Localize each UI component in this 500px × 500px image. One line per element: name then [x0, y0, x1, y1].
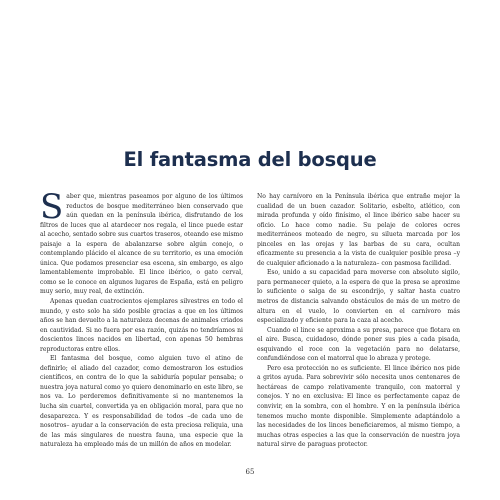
page-number: 65 — [245, 468, 255, 476]
paragraph: El fantasma del bosque, como alguien tuvo el atino de definirlo; el aliado del cazador, como demostraron los estudios científicos, en contra de lo que la sabiduría popular pensaba; o nuestra joya natural como yo quiero denominarlo en este libro, se nos va. Lo perderemos definitivamente si no mantenemos la lucha sin cuartel, convertida ya en obligación moral, para que no desaparezca. Y es responsabilidad de todos –de cada uno de nosotros– ayudar a la conservación de esta preciosa reliquia, una de las más singulares de nuestra fauna, una especie que la naturaleza ha empleado más de un millón de años en modelar. — [40, 355, 243, 449]
paragraph: Apenas quedan cuatrocientos ejemplares silvestres en todo el mundo, y esto solo ha sido posible gracias a que en los últimos años se han devuelto a la naturaleza decenas de animales criados en cautividad. Si no fuera por esa razón, quizás no tendríamos ni doscientos linces nacidos en libertad, con apenas 50 hembras reproductoras entre ellos. — [40, 298, 243, 353]
paragraph-text: aber que, mientras paseamos por alguno de los últimos reductos de bosque mediterráneo bien conservado que aún quedan en la península ibérica, disfrutando de los filtros de luces que al atardecer nos regala, el lince puede estar al acecho, sentado sobre sus cuartos traseros, oteando ese mismo paisaje a la espera de abalanzarse sobre algún conejo, o contemplando plácido el alcance de su territorio, es una emoción única. Que podamos presenciar esa escena, sin embargo, es algo lamentablemente improbable. El lince ibérico, o gato cerval, como se le conoce en algunos lugares de España, está en peligro muy serio, muy real, de extinción. — [40, 193, 243, 296]
paragraph: No hay carnívoro en la Península ibérica que entrañe mejor la cualidad de un buen cazador. Solitario, esbelto, atlético, con mirada profunda y oído finísimo, el lince ibérico sabe hacer su oficio. Lo hace como nadie. Su pelaje de colores ocres mediterráneos moteado de negro, su silueta marcada por los pinceles en las orejas y las barbas de su cara, ocultan eficazmente su presencia a la vista de cualquier posible presa –y de cualquier aficionado a la naturaleza– con pasmosa facilidad. — [257, 193, 460, 267]
paragraph: Pero esa protección no es suficiente. El lince ibérico nos pide a gritos ayuda. Para sobrevivir sólo necesita unos centenares de hectáreas de campo relativamente tranquilo, con matorral y conejos. Y no en exclusiva: El lince es perfectamente capaz de convivir, en la sombra, con el hombre. Y en la península ibérica tenemos mucho monte disponible. Simplemente adaptándolo a las necesidades de los linces beneficiaremos, al mismo tiempo, a muchas otras especies a las que la conservación de nuestra joya natural sirve de paraguas protector. — [257, 364, 460, 449]
page-title: El fantasma del bosque — [123, 148, 377, 171]
right-text-column — [257, 192, 460, 450]
paragraph — [40, 187, 243, 297]
left-text-column — [40, 187, 243, 450]
paragraph: Cuando el lince se aproxima a su presa, parece que flotara en el aire. Busca, cuidadoso, dónde poner sus pies a cada pisada, esquivando el roce con la vegetación para no delatarse, confundiéndose con el matorral que lo abraza y protege. — [257, 326, 460, 363]
drop-cap: S — [40, 187, 64, 227]
paragraph: Eso, unido a su capacidad para moverse con absoluto sigilo, para permanecer quieto, a la espera de que la presa se aproxime lo suficiente o salga de su escondrijo, y saltar hasta cuatro metros de distancia salvando obstáculos de más de un metro de altura en el vuelo, lo convierten en el carnívoro más especializado y eficiente para la caza al acecho. — [257, 269, 460, 325]
